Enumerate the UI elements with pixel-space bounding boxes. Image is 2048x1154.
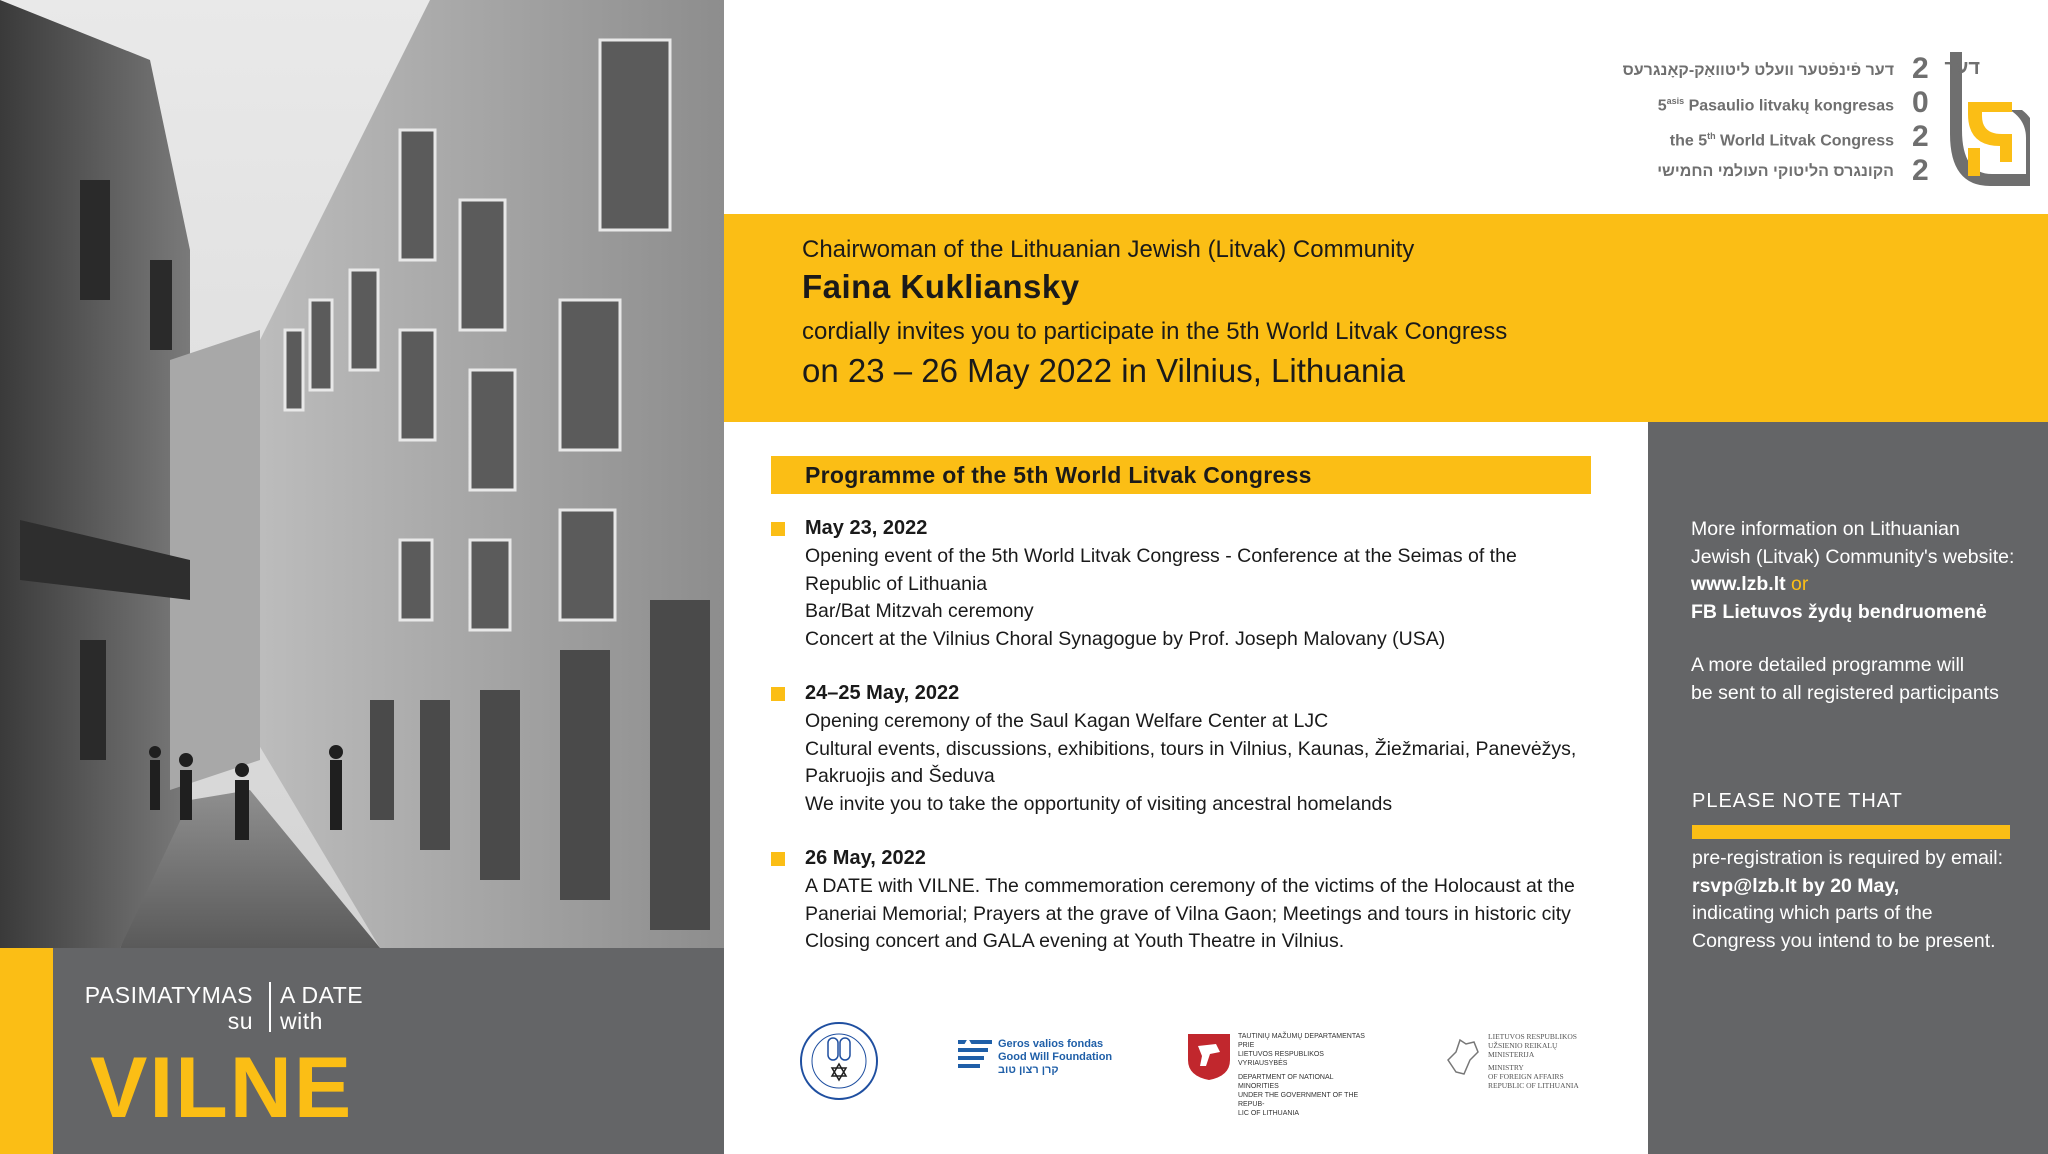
- congress-title-en: the 5th World Litvak Congress: [1669, 131, 1894, 150]
- detail-line: A more detailed programme will: [1691, 654, 1965, 676]
- svg-text:0: 0: [1912, 86, 1929, 119]
- invitation-chairwoman: Chairwoman of the Lithuanian Jewish (Litvak) Community: [802, 236, 1415, 263]
- lithuania-coat-of-arms-icon: [1186, 1032, 1232, 1082]
- urm-line: MINISTRY: [1488, 1063, 1524, 1072]
- urm-line: LIETUVOS RESPUBLIKOS: [1488, 1032, 1577, 1041]
- invitation-date-place: on 23 – 26 May 2022 in Vilnius, Lithuania: [802, 352, 1405, 389]
- tmd-text: [1238, 1032, 1373, 1118]
- gvf-icon: [956, 1036, 994, 1074]
- day-2-details: [805, 708, 1595, 818]
- bullet-icon: [771, 852, 785, 866]
- programme-title: Programme of the 5th World Litvak Congress: [805, 462, 1312, 488]
- day-2-line: Pakruojis and Šeduva: [805, 765, 995, 787]
- day-3-date: 26 May, 2022: [805, 847, 926, 869]
- day-1-line: Bar/Bat Mitzvah ceremony: [805, 600, 1034, 622]
- vilne-lt-caption: [85, 982, 253, 1034]
- congress-title-block: [1623, 56, 1894, 187]
- vilne-title: VILNE: [90, 1040, 354, 1136]
- more-info-line: Jewish (Litvak) Community's website:: [1691, 545, 2015, 568]
- detail-line: be sent to all registered participants: [1691, 681, 1999, 704]
- congress-logo-icon: [1910, 50, 2030, 190]
- congress-title-yiddish: דער פֿינפֿטער וועלט ליטוואַק-קאָנגרעס: [1622, 62, 1894, 79]
- congress-title-lt: $5^{asis}$ Pasaulio litvakų kongresas: [1657, 96, 1894, 115]
- day-1-date: May 23, 2022: [805, 517, 928, 539]
- day-3-line: A DATE with VILNE. The commemoration ceremony of the victims of the Holocaust at the: [805, 875, 1575, 897]
- tmd-line: LIC OF LITHUANIA: [1238, 1110, 1300, 1117]
- vilnius-street-illustration: [0, 0, 724, 948]
- svg-text:2: 2: [1912, 52, 1929, 85]
- lithuanian-jewish-community-logo: [798, 1020, 880, 1102]
- programme-header: [771, 456, 1591, 494]
- vilne-en-caption: [280, 982, 363, 1034]
- urm-text: [1488, 1032, 1608, 1090]
- svg-text:2: 2: [1912, 154, 1929, 187]
- gvf-text: [998, 1038, 1112, 1077]
- registration-note: [1692, 845, 2042, 955]
- day-2-line: Opening ceremony of the Saul Kagan Welfare Center at LJC: [805, 710, 1329, 732]
- info-sidebar: [1648, 422, 2048, 1154]
- reg-line: pre-registration is required by email:: [1692, 847, 2004, 869]
- invitation-name: Faina Kukliansky: [802, 268, 1080, 305]
- more-info-line: More information on Lithuanian: [1691, 518, 1960, 540]
- good-will-foundation-logo: [956, 1036, 1113, 1079]
- yellow-stripe: [0, 948, 53, 1154]
- urm-line: OF FOREIGN AFFAIRS: [1488, 1072, 1564, 1081]
- invitation-text: cordially invites you to participate in the 5th World Litvak Congress: [802, 318, 1508, 345]
- day-2-line: We invite you to take the opportunity of visiting ancestral homelands: [805, 792, 1393, 815]
- tmd-line: TAUTINIŲ MAŽUMŲ DEPARTAMENTAS PRIE: [1238, 1033, 1365, 1049]
- tmd-line: LIETUVOS RESPUBLIKOS VYRIAUSYBĖS: [1238, 1051, 1324, 1067]
- facebook-link[interactable]: FB Lietuvos žydų bendruomenė: [1691, 600, 1987, 623]
- urm-line: UŽSIENIO REIKALŲ: [1488, 1041, 1558, 1050]
- urm-line: MINISTERIJA: [1488, 1050, 1535, 1059]
- tmd-line: UNDER THE GOVERNMENT OF THE REPUB-: [1238, 1092, 1359, 1108]
- day-1-line: Republic of Lithuania: [805, 572, 988, 595]
- day-2-date: 24–25 May, 2022: [805, 682, 960, 704]
- street-photo: [0, 0, 724, 948]
- ministry-knight-icon: [1444, 1030, 1482, 1080]
- website-link[interactable]: www.lzb.lt: [1691, 573, 1786, 595]
- day-1-details: [805, 543, 1595, 653]
- bullet-icon: [771, 522, 785, 536]
- ministry-of-foreign-affairs-logo: [1444, 1030, 1579, 1090]
- gvf-lt: Geros valios fondas: [998, 1038, 1104, 1050]
- day-1-line: Opening event of the 5th World Litvak Congress - Conference at the Seimas of the: [805, 545, 1517, 567]
- rsvp-email-link[interactable]: rsvp@lzb.lt by 20 May,: [1692, 874, 1900, 897]
- tmd-line: DEPARTMENT OF NATIONAL MINORITIES: [1238, 1074, 1334, 1090]
- invitation-band: [724, 214, 2048, 422]
- congress-title-hebrew: הקונגרס הליטוקי העולמי החמישי: [1657, 162, 1894, 180]
- more-info: [1691, 516, 2041, 626]
- gvf-he: קרן רצון טוב: [998, 1064, 1059, 1076]
- vilne-lt-top: PASIMATYMAS: [84, 982, 253, 1008]
- vilne-en-bottom: with: [280, 1008, 323, 1034]
- day-3-details: [805, 873, 1595, 956]
- day-3-line: Closing concert and GALA evening at Youth Theatre in Vilnius.: [805, 930, 1345, 952]
- gvf-en: Good Will Foundation: [998, 1051, 1113, 1063]
- national-minorities-department-logo: [1186, 1032, 1365, 1117]
- urm-line: REPUBLIC OF LITHUANIA: [1488, 1081, 1579, 1090]
- svg-text:דער: דער: [1944, 57, 1980, 79]
- or-text: or: [1791, 573, 1809, 595]
- day-3-line: Paneriai Memorial; Prayers at the grave of Vilna Gaon; Meetings and tours in historic city: [805, 902, 1571, 925]
- website-line: [1691, 571, 2041, 599]
- vilne-lt-bottom: su: [227, 1008, 253, 1034]
- detailed-programme-note: [1691, 652, 1999, 707]
- lzb-seal-icon: [798, 1020, 880, 1102]
- day-1-line: Concert at the Vilnius Choral Synagogue by Prof. Joseph Malovany (USA): [805, 627, 1446, 650]
- bullet-icon: [771, 687, 785, 701]
- vilne-divider: [269, 982, 271, 1032]
- vilne-panel: [0, 948, 724, 1154]
- vilne-en-top: A DATE: [280, 982, 364, 1008]
- day-2-line: Cultural events, discussions, exhibitions, tours in Vilnius, Kaunas, Žiežmariai, Panevėžys,: [805, 737, 1577, 760]
- svg-text:2: 2: [1912, 120, 1929, 153]
- reg-line: Congress you intend to be present.: [1692, 929, 1996, 952]
- note-divider: [1692, 825, 2010, 839]
- reg-line: indicating which parts of the: [1692, 902, 1933, 924]
- please-note-title: PLEASE NOTE THAT: [1692, 790, 1903, 812]
